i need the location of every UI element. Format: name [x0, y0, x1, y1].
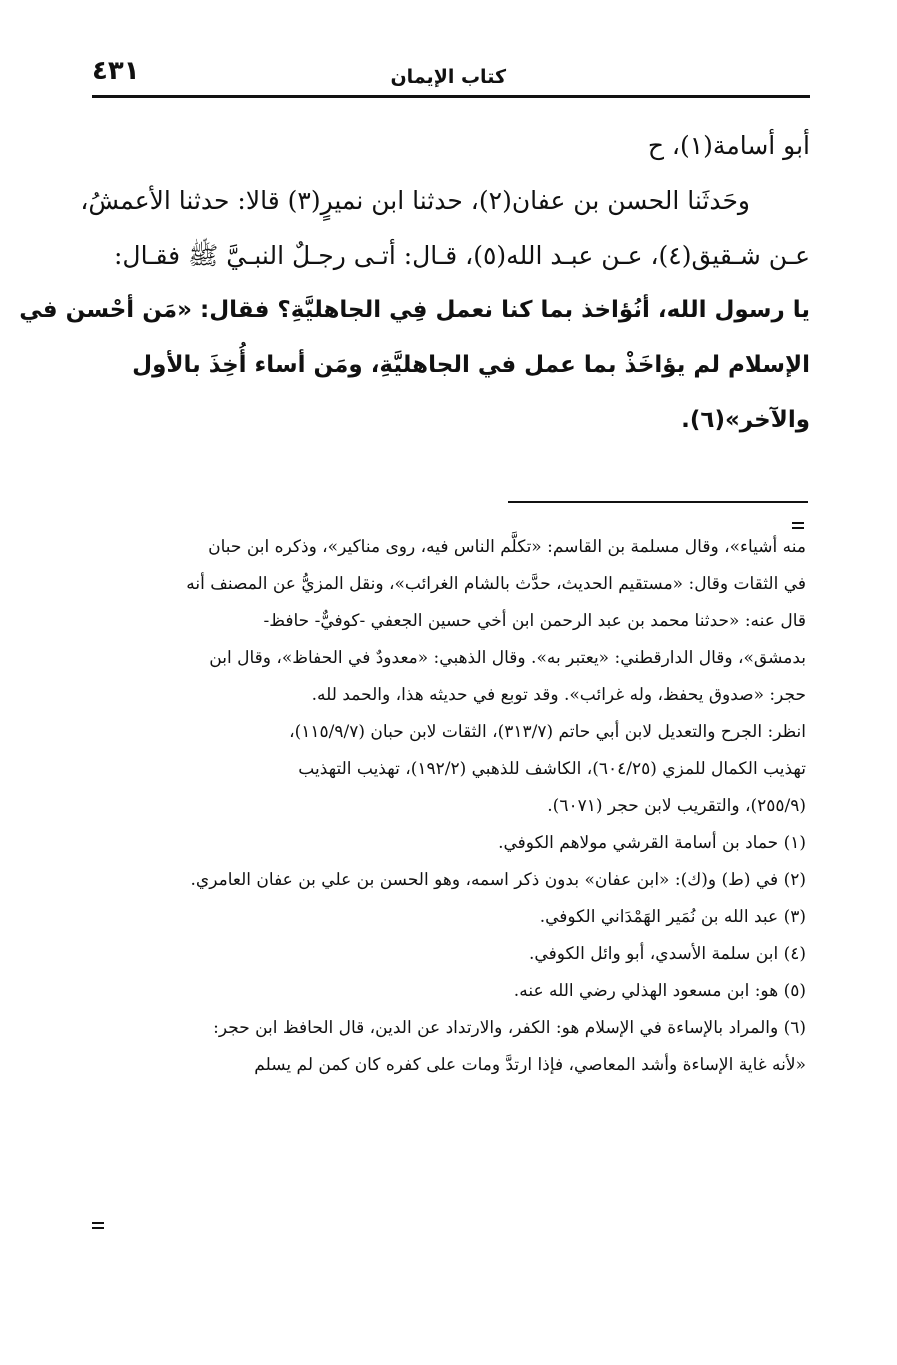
footnote-line: في الثقات وقال: «مستقيم الحديث، حدَّث بالشام الغرائب»، ونقل المزيُّ عن المصنف أنه: [186, 574, 806, 594]
header-rule: [92, 95, 810, 98]
running-header: [92, 56, 812, 98]
footnote-line: بدمشق»، وقال الدارقطني: «يعتبر به». وقال الذهبي: «معدودٌ في الحفاظ»، وقال ابن: [209, 648, 806, 668]
footnote-line: حجر: «صدوق يحفظ، وله غرائب». وقد توبع في حديثه هذا، والحمد لله.: [311, 685, 806, 705]
footnote-line: «لأنه غاية الإساءة وأشد المعاصي، فإذا ارتدَّ ومات على كفره كان كمن لم يسلم: [254, 1055, 806, 1075]
main-line: يا رسول الله، أنُؤاخذ بما كنا نعمل فِي الجاهليَّةِ؟ فقال: «مَن أحْسن في: [19, 297, 810, 323]
footnote-item: (٢) في (ط) و(ك): «ابن عفان» بدون ذكر اسمه، وهو الحسن بن علي بن عفان العامري.: [190, 870, 806, 890]
main-line: عـن شـقيق(٤)، عـن عبـد الله(٥)، قـال: أتـى رجـلٌ النبـيَّ ﷺ فقـال:: [114, 241, 810, 270]
footnote-item: (٥) هو: ابن مسعود الهذلي رضي الله عنه.: [513, 981, 806, 1001]
main-line: وحَدثَنا الحسن بن عفان(٢)، حدثنا ابن نميرٍ(٣) قالا: حدثنا الأعمشُ،: [80, 186, 750, 215]
footnote-line: (٢٥٥/٩)، والتقريب لابن حجر (٦٠٧١).: [547, 796, 806, 816]
footnote-separator: [508, 501, 808, 503]
footnote-item: (٤) ابن سلمة الأسدي، أبو وائل الكوفي.: [529, 944, 806, 964]
footnote-item: (٦) والمراد بالإساءة في الإسلام هو: الكفر، والارتداد عن الدين، قال الحافظ ابن حجر:: [213, 1018, 806, 1038]
chapter-title: كتاب الإيمان: [390, 66, 506, 88]
footnote-item: (١) حماد بن أسامة القرشي مولاهم الكوفي.: [498, 833, 806, 853]
footnote-line: قال عنه: «حدثنا محمد بن عبد الرحمن ابن أخي حسين الجعفي -كوفيٌّ- حافظ-: [263, 611, 806, 631]
continuation-mark: [792, 522, 804, 529]
footnote-line: منه أشياء»، وقال مسلمة بن القاسم: «تكلَّم الناس فيه، روى مناكير»، وذكره ابن حبان: [208, 537, 806, 557]
main-line: أبو أسامة(١)، ح: [647, 131, 810, 160]
main-line: الإسلام لم يؤاخَذْ بما عمل في الجاهليَّةِ، ومَن أساء أُخِذَ بالأول: [132, 352, 810, 378]
footnote-line: تهذيب الكمال للمزي (٦٠٤/٢٥)، الكاشف للذهبي (١٩٢/٢)، تهذيب التهذيب: [298, 759, 806, 779]
main-line: والآخر»(٦).: [681, 407, 810, 433]
main-text: [19, 118, 810, 448]
continuation-mark: [92, 1222, 104, 1229]
footnote-item: (٣) عبد الله بن نُمَير الهَمْدَاني الكوفي.: [539, 907, 806, 927]
footnotes: [98, 529, 806, 1084]
footnote-line: انظر: الجرح والتعديل لابن أبي حاتم (٣١٣/٧)، الثقات لابن حبان (١١٥/٩/٧)،: [289, 722, 806, 742]
page-number: ٤٣١: [92, 56, 140, 86]
